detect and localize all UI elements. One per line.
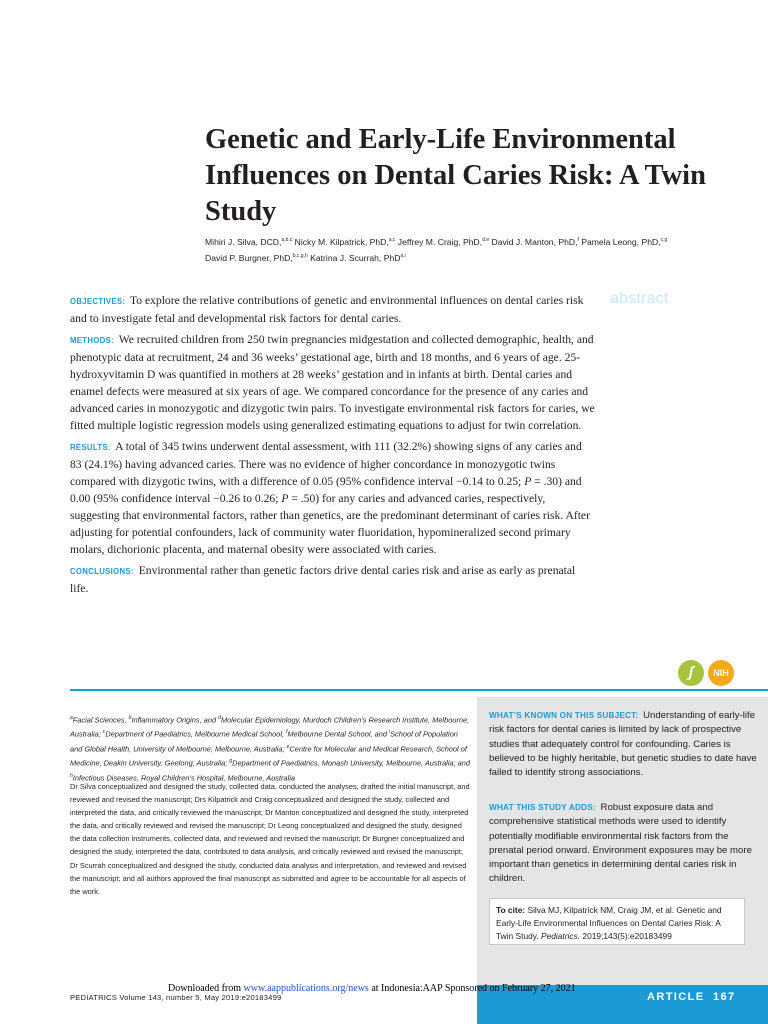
abstract-objectives bbox=[70, 292, 595, 327]
author-name: Nicky M. Kilpatrick, PhD, bbox=[292, 236, 389, 247]
affil-text: Inflammatory Origins, and bbox=[131, 715, 219, 725]
author-name: Jeffrey M. Craig, PhD, bbox=[395, 236, 483, 247]
author-contributions: Dr Silva conceptualized and designed the study, collected data, conducted the analyses, drafted the initial manuscript, and reviewed and revised the manuscript; Drs Kilpatrick and Craig conceptualized and designed the study, collected and interpreted the data, and critically reviewed the manuscript; Dr Manton conceptualized and designed the study, interpreted the data, and critically reviewed and revised the manuscript; Dr Leong conceptualized and designed the study, designed the data collection instruments, collected data, and reviewed and revised the manuscript; Dr Burgner conceptualized and designed the study, interpreted the data, contributed to data analysis, and critically reviewed and revised the manuscript; Dr Scurrah conceptualized and designed the study, conducted data analysis and interpretation, and reviewed and revised the manuscript; and all authors approved the final manuscript as submitted and agree to be accountable for all aspects of the work. bbox=[70, 782, 470, 896]
p-value-symbol: P bbox=[281, 492, 289, 505]
affil-sup: i bbox=[389, 729, 391, 736]
author-list bbox=[205, 233, 735, 265]
abstract-methods bbox=[70, 331, 595, 434]
section-text: We recruited children from 250 twin pregnancies midgestation and collected demographic, health, and phenotypic data at recruitment, 24 and 36 weeks’ gestational age, birth and 18 months, and 6 years of age. 25-hydroxyvitamin D was quantified in mothers at 28 weeks’ gestation and in infants at birth. Dental caries and enamel defects were measured at six years of age. We compared concordance for the presence of any caries and advanced caries in monozygotic and dizygotic twin pairs. To investigate environmental risk factors for caries, we fitted multiple logistic regression models using generalized estimating equations to adjust for twin correlation. bbox=[70, 333, 595, 432]
download-suffix: at Indonesia:AAP Sponsored on February 27, 2021 bbox=[368, 983, 576, 994]
summary-sidebar bbox=[477, 697, 768, 1024]
abstract-results bbox=[70, 438, 595, 558]
section-label: CONCLUSIONS: bbox=[70, 567, 134, 576]
author-affil-sup: c,g bbox=[660, 237, 668, 243]
affiliations bbox=[70, 712, 470, 784]
author-name: Katrina J. Scurrah, PhD bbox=[307, 252, 401, 263]
affil-sup: c bbox=[102, 729, 106, 736]
article-title: Genetic and Early-Life Environmental Influences on Dental Caries Risk: A Twin Study bbox=[205, 124, 706, 227]
citation-ref: 2019;143(5):e20183499 bbox=[580, 931, 672, 941]
affil-text: Facial Sciences, bbox=[72, 715, 129, 725]
whats-known-block bbox=[489, 709, 757, 780]
citation-journal: Pediatrics. bbox=[541, 931, 581, 941]
abstract-body bbox=[70, 292, 595, 601]
affil-text: Centre for Molecular and Medical Research, School of Medicine, Deakin University, Geelong, Australia; bbox=[70, 744, 467, 768]
section-text: A total of 345 twins underwent dental assessment, with 111 (32.2%) showing signs of any caries and 83 (24.1%) having advanced caries. There was no evidence of higher concordance in monozygotic twins compared with dizygotic twins, with a difference of 0.05 (95% confidence interval −0.14 to 0.25; bbox=[70, 440, 582, 488]
badges bbox=[678, 660, 738, 686]
affil-sup: g bbox=[229, 758, 233, 765]
journal-citation-line: PEDIATRICS Volume 143, number 5, May 2019:e20183499 bbox=[70, 993, 282, 1002]
affil-sup: a bbox=[70, 715, 73, 721]
download-prefix: Downloaded from bbox=[168, 983, 244, 994]
affil-text: Department of Paediatrics, Melbourne Medical School, bbox=[105, 729, 287, 739]
author-name: David P. Burgner, PhD, bbox=[205, 252, 293, 263]
study-adds-text: Robust exposure data and comprehensive statistical methods were used to identify potentially modifiable environmental risk factors from the prenatal period onward. Environment exposures may be more important than genetics in determining dental caries risk in children. bbox=[489, 802, 752, 885]
open-access-icon: ʃ bbox=[678, 660, 704, 686]
affil-text: Molecular Epidemiology, Murdoch Children’s Research Institute, Melbourne, Australia; bbox=[70, 715, 470, 739]
section-text: = .30) and 0.00 (95% confidence interval −0.26 to 0.26; bbox=[70, 475, 582, 505]
abstract-conclusions bbox=[70, 562, 595, 597]
author-name: Mihiri J. Silva, DCD, bbox=[205, 236, 282, 247]
section-text: Environmental rather than genetic factors drive dental caries risk and arise as early as prenatal life. bbox=[70, 564, 576, 595]
nih-badge-icon: NIH bbox=[708, 660, 734, 686]
article-label: ARTICLE bbox=[647, 991, 705, 1003]
affil-text: Department of Paediatrics, Monash University, Melbourne, Australia; and bbox=[232, 758, 471, 768]
section-divider bbox=[70, 689, 768, 691]
section-text: = .50) for any caries and advanced caries, respectively, suggesting that environmental factors, rather than genetics, are the predominant determinant of caries risk. After adjusting for potential confounders, lack of community water fluoridation, hypomineralized second primary molars, dichorionic placenta, and maternal obesity were associated with caries. bbox=[70, 492, 590, 556]
author-affil-sup: a,i bbox=[400, 252, 406, 259]
section-label: METHODS: bbox=[70, 336, 114, 345]
affil-text: Infectious Diseases, Royal Children’s Hospital, Melbourne, Australia bbox=[72, 773, 296, 783]
affil-sup: f bbox=[286, 729, 288, 736]
citation-box bbox=[489, 898, 745, 945]
whats-known-text: Understanding of early-life risk factors for dental caries is limited by lack of prospective studies that adequately control for confounding. Caries is believed to be highly heritable, but genetic studies to date have failed to identify strong associations. bbox=[489, 710, 757, 779]
citation-text: Silva MJ, Kilpatrick NM, Craig JM, et al. Genetic and Early-Life Environmental Influences on Dental Caries Risk: A Twin Study. bbox=[496, 905, 722, 941]
page-number: 167 bbox=[713, 991, 736, 1003]
section-label: OBJECTIVES: bbox=[70, 297, 126, 306]
affil-sup: h bbox=[70, 772, 73, 779]
download-link[interactable]: www.aappublications.org/news bbox=[243, 983, 369, 994]
author-affil-sup: a,c bbox=[388, 237, 396, 243]
author-affil-sup: f bbox=[577, 237, 579, 243]
author-affil-sup: d,e bbox=[482, 237, 490, 243]
author-name: David J. Manton, PhD, bbox=[489, 236, 578, 247]
section-label: RESULTS: bbox=[70, 443, 111, 452]
affil-sup: e bbox=[286, 743, 290, 750]
affil-sup: b bbox=[128, 715, 132, 721]
author-name: Pamela Leong, PhD, bbox=[578, 236, 661, 247]
author-affil-sup: b,c,g,h bbox=[292, 252, 308, 259]
affil-sup: d bbox=[218, 715, 221, 721]
affil-text: Melbourne Dental School, and bbox=[287, 729, 389, 739]
abstract-section-tag: abstract bbox=[610, 290, 669, 307]
section-text: To explore the relative contributions of genetic and environmental influences on dental caries risk and to investigate fetal and developmental risk factors for dental caries. bbox=[70, 294, 584, 325]
study-adds-block bbox=[489, 801, 757, 887]
affil-text: School of Population and Global Health, University of Melbourne, Melbourne, Australia; bbox=[70, 729, 458, 754]
whats-known-label: WHAT’S KNOWN ON THIS SUBJECT: bbox=[489, 711, 639, 720]
study-adds-label: WHAT THIS STUDY ADDS: bbox=[489, 803, 596, 812]
p-value-symbol: P bbox=[524, 475, 532, 488]
author-affil-sup: a,b,c bbox=[281, 237, 293, 243]
citation-label: To cite: bbox=[496, 905, 526, 915]
